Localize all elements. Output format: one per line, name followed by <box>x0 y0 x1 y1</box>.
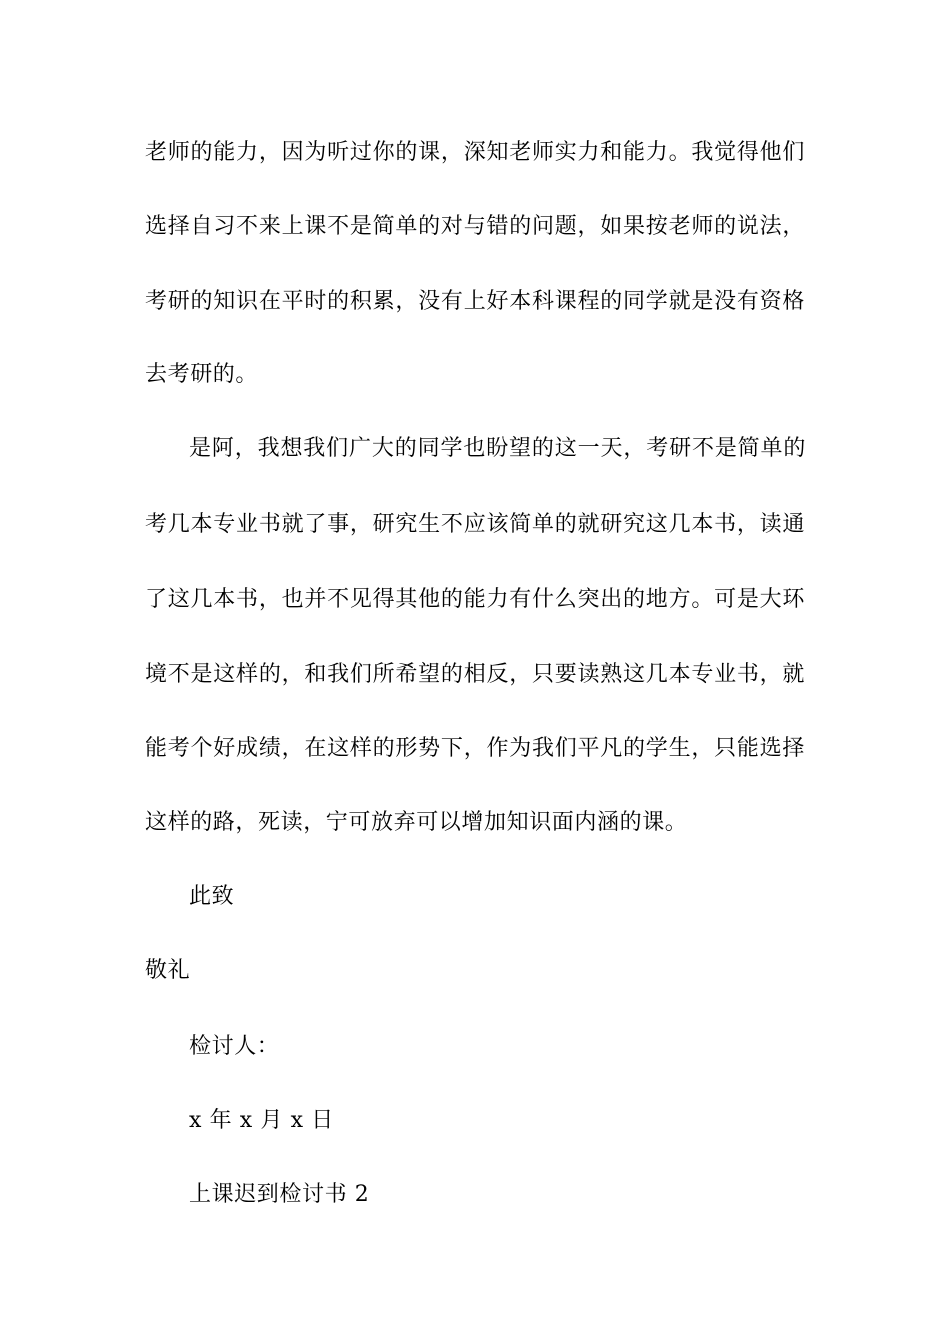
body-line: 是阿，我想我们广大的同学也盼望的这一天，考研不是简单的 <box>189 436 806 461</box>
closing-line: 此致 <box>189 884 235 909</box>
body-line: 去考研的。 <box>145 362 259 387</box>
body-line: 考几本专业书就了事，研究生不应该简单的就研究这几本书，读通 <box>145 512 805 537</box>
body-line: 能考个好成绩，在这样的形势下，作为我们平凡的学生，只能选择 <box>145 736 805 761</box>
body-line: 境不是这样的，和我们所希望的相反，只要读熟这几本专业书，就 <box>145 662 805 687</box>
body-line: 这样的路，死读，宁可放弃可以增加知识面内涵的课。 <box>145 810 688 835</box>
body-line: 考研的知识在平时的积累，没有上好本科课程的同学就是没有资格 <box>145 289 805 314</box>
signature-label: 检讨人： <box>189 1034 280 1059</box>
body-line: 了这几本书，也并不见得其他的能力有什么突出的地方。可是大环 <box>145 587 805 612</box>
date-line: x 年 x 月 x 日 <box>189 1108 334 1133</box>
body-line: 老师的能力，因为听过你的课，深知老师实力和能力。我觉得他们 <box>145 140 805 165</box>
next-section-title: 上课迟到检讨书 2 <box>189 1182 370 1207</box>
salute-line: 敬礼 <box>145 958 191 983</box>
body-line: 选择自习不来上课不是简单的对与错的问题，如果按老师的说法， <box>145 214 805 239</box>
